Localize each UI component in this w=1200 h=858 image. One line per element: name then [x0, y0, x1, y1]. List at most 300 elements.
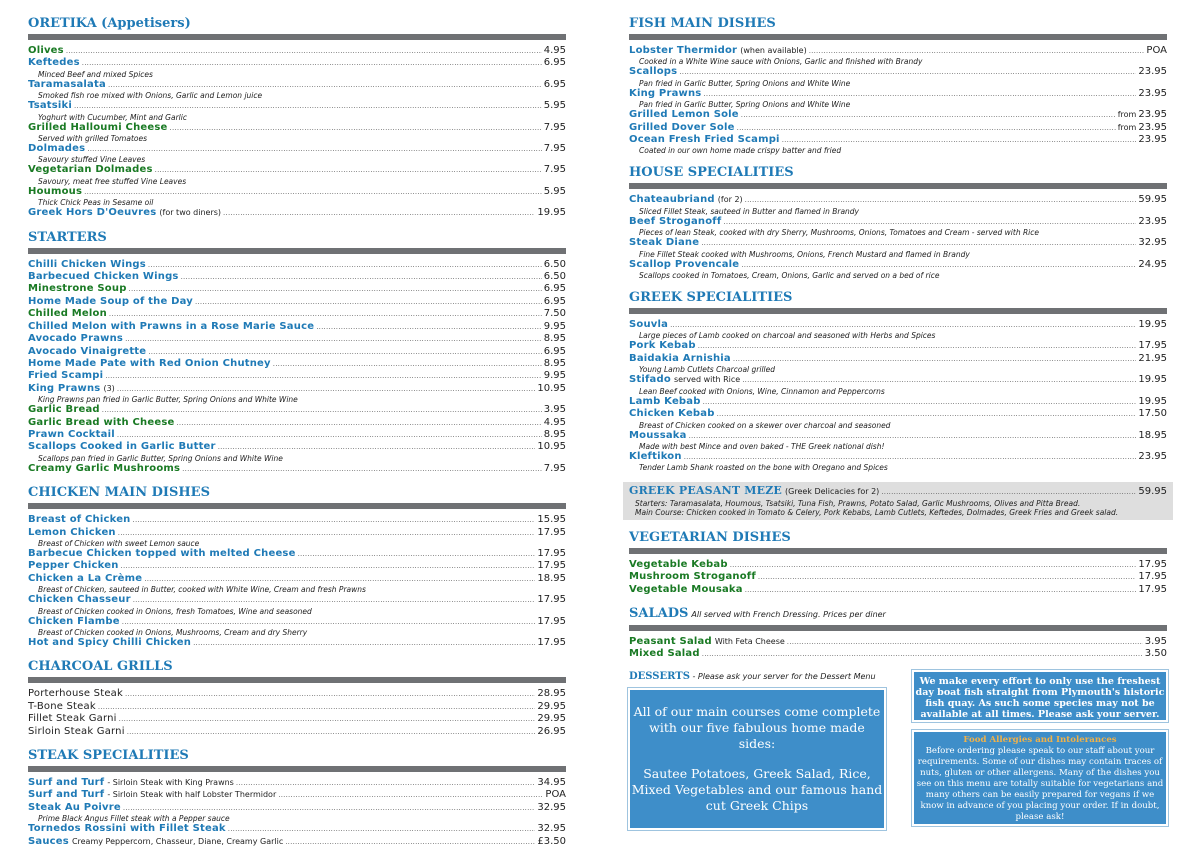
leader-dots	[66, 46, 542, 57]
menu-item	[629, 319, 1167, 331]
menu-item	[629, 340, 1167, 352]
item-price: 6.95	[543, 345, 566, 357]
menu-section	[28, 659, 566, 738]
menu-item	[28, 346, 566, 358]
item-name: Olives	[28, 45, 64, 56]
menu-item	[28, 57, 566, 69]
menu-item	[629, 571, 1167, 583]
left-column	[28, 16, 566, 858]
section-heading	[28, 748, 566, 764]
leader-dots	[129, 284, 542, 295]
section-title: GREEK SPECIALITIES	[629, 290, 793, 306]
leader-dots	[316, 322, 542, 333]
menu-item	[629, 374, 1167, 386]
menu-item	[28, 358, 566, 370]
leader-dots	[148, 260, 542, 271]
item-name: Grilled Lemon Sole	[629, 109, 739, 121]
item-price: 10.95	[537, 382, 566, 394]
menu-item	[28, 527, 566, 539]
item-price: POA	[1146, 45, 1167, 56]
item-price: 3.95	[543, 404, 566, 416]
item-price: 7.95	[543, 164, 566, 176]
leader-dots	[117, 430, 542, 441]
menu-item	[28, 823, 566, 835]
item-price: 17.95	[537, 615, 566, 627]
item-price: 3.50	[1144, 648, 1167, 660]
item-note: (for two diners)	[159, 208, 222, 218]
leader-dots	[723, 217, 1136, 228]
item-name: Kleftikon	[629, 450, 682, 462]
item-price: 3.95	[1144, 635, 1167, 647]
leader-dots	[298, 549, 536, 560]
item-name: Vegetable Kebab	[629, 558, 728, 570]
menu-item	[28, 514, 566, 526]
menu-item	[629, 636, 1167, 648]
item-note: served with Rice	[673, 375, 741, 385]
leader-dots	[193, 638, 535, 649]
item-price: 23.95	[1138, 87, 1167, 99]
leader-dots	[745, 585, 1137, 596]
item-note: - Sirloin Steak with half Lobster Thermidor	[107, 790, 277, 800]
item-note: (when available)	[740, 46, 807, 55]
section-divider	[28, 766, 566, 772]
item-note: (3)	[103, 383, 115, 393]
item-name: King Prawns	[28, 382, 101, 394]
allergy-info-box	[914, 732, 1166, 824]
item-price: 18.95	[537, 572, 566, 584]
leader-dots	[684, 452, 1137, 463]
item-price: 6.95	[543, 57, 566, 69]
item-price: 59.95	[1138, 194, 1167, 206]
allergy-text: Before ordering please speak to our staff about your requirements. Some of our dishes may contain traces of nuts, gluten or other allergens. Many of the dishes you see on this menu are totally suitable for vegetarians and many others can be easily prepared for vegans if we know in advance of you placing your order. If in doubt, please ask!	[916, 746, 1164, 822]
menu-item	[28, 296, 566, 308]
meze-main: Main Course: Chicken cooked in Tomato & Celery, Pork Kebabs, Lamb Cutlets, Keftedes, Dolmades, Greek Fries and Greek salad.	[635, 507, 1119, 517]
item-name: Pepper Chicken	[28, 560, 119, 572]
menu-item	[629, 109, 1167, 121]
item-price: 6.95	[543, 283, 566, 295]
section-title: STARTERS	[28, 229, 107, 245]
item-price: 23.95	[1138, 450, 1167, 462]
leader-dots	[679, 67, 1136, 78]
section-heading	[28, 230, 566, 246]
menu-item	[629, 584, 1167, 596]
section-title: STEAK SPECIALITIES	[28, 748, 189, 764]
section-note: All served with French Dressing. Prices per diner	[691, 609, 886, 619]
menu-section	[28, 485, 566, 649]
item-description: Pieces of lean Steak, cooked with dry Sherry, Mushrooms, Onions, Tomatoes and Cream - served with Rice	[639, 228, 1040, 238]
item-price: 26.95	[537, 725, 566, 737]
menu-item	[28, 370, 566, 382]
item-description: Breast of Chicken cooked on a skewer over charcoal and seasoned	[639, 420, 891, 430]
item-price: 17.95	[537, 547, 566, 559]
item-price: 4.95	[543, 416, 566, 428]
leader-dots	[108, 80, 542, 91]
item-name: Beef Stroganoff	[629, 215, 722, 227]
menu-item	[629, 194, 1167, 206]
menu-item	[28, 207, 566, 219]
leader-dots	[670, 320, 1136, 331]
item-price: 23.95	[1138, 121, 1167, 133]
item-price: 17.95	[1138, 558, 1167, 570]
section-divider	[28, 503, 566, 509]
item-price: 17.95	[1138, 571, 1167, 583]
section-divider	[629, 34, 1167, 40]
menu-item	[629, 259, 1167, 271]
item-name: Grilled Dover Sole	[629, 121, 735, 133]
leader-dots	[758, 572, 1136, 583]
item-name: Chicken Flambe	[28, 615, 120, 627]
item-price: 7.50	[543, 308, 566, 320]
item-description: Prime Black Angus Fillet steak with a Pepper sauce	[38, 814, 230, 824]
item-price: 17.95	[1138, 583, 1167, 595]
menu-item	[28, 321, 566, 333]
item-price: 19.95	[537, 207, 566, 219]
leader-dots	[176, 418, 541, 429]
item-price: 19.95	[1138, 374, 1167, 386]
item-price: 19.95	[1138, 319, 1167, 331]
leader-dots	[278, 790, 543, 801]
item-price: 5.95	[543, 100, 566, 112]
item-name: King Prawns	[629, 87, 702, 99]
leader-dots	[787, 637, 1143, 648]
item-name: Tsatsiki	[28, 100, 73, 112]
section-heading	[28, 485, 566, 501]
item-description: Large pieces of Lamb cooked on charcoal and seasoned with Herbs and Spices	[639, 331, 936, 341]
section-heading	[629, 16, 1167, 32]
item-name: Avocado Prawns	[28, 333, 124, 345]
item-name: Keftedes	[28, 57, 80, 69]
item-price: 9.95	[543, 320, 566, 332]
leader-dots	[98, 702, 536, 713]
item-name: Peasant Salad	[629, 635, 712, 647]
item-description: Coated in our own home made crispy batter and fried	[639, 146, 842, 156]
item-name: Fried Scampi	[28, 370, 104, 382]
item-name: Chicken Kebab	[629, 408, 715, 420]
item-price: 5.95	[543, 185, 566, 197]
leader-dots	[741, 110, 1116, 121]
item-description: King Prawns pan fried in Garlic Butter, Spring Onions and White Wine	[38, 395, 298, 405]
section-title: CHARCOAL GRILLS	[28, 659, 173, 675]
item-description: Tender Lamb Shank roasted on the bone with Oregano and Spices	[639, 463, 888, 473]
item-name: Houmous	[28, 185, 83, 197]
leader-dots	[125, 334, 542, 345]
leader-dots	[730, 560, 1137, 571]
menu-item	[629, 396, 1167, 408]
menu-item	[28, 463, 566, 475]
item-price: 17.95	[537, 526, 566, 538]
item-name: Stifado	[629, 374, 671, 386]
item-name: T-Bone Steak	[28, 700, 96, 712]
section-divider	[629, 625, 1167, 631]
leader-dots	[223, 208, 535, 219]
section-title: VEGETARIAN DISHES	[629, 529, 791, 545]
menu-item	[28, 308, 566, 320]
item-name: Lobster Thermidor	[629, 45, 738, 56]
leader-dots	[809, 46, 1145, 57]
item-description: Pan fried in Garlic Butter, Spring Onions and White Wine	[639, 78, 851, 88]
item-price: 32.95	[537, 801, 566, 813]
menu-item	[28, 573, 566, 585]
item-name: Hot and Spicy Chilli Chicken	[28, 637, 192, 648]
leader-dots	[109, 309, 542, 320]
leader-dots	[133, 595, 536, 606]
item-price: 28.95	[537, 688, 566, 700]
item-note: - Sirloin Steak with King Prawns	[107, 778, 234, 788]
item-description: Smoked fish roe mixed with Onions, Garlic and Lemon juice	[38, 91, 263, 101]
item-name: Mixed Salad	[629, 648, 700, 660]
item-price: 4.95	[543, 45, 566, 56]
menu-item	[629, 66, 1167, 78]
item-name: Lamb Kebab	[629, 395, 701, 407]
item-description: Breast of Chicken cooked in Onions, Mushrooms, Cream and dry Sherry	[38, 628, 308, 637]
menu-item	[28, 283, 566, 295]
item-description: Breast of Chicken cooked in Onions, fresh Tomatoes, Wine and seasoned	[38, 606, 312, 616]
section-heading	[629, 606, 1167, 623]
menu-item	[28, 637, 566, 649]
menu-section	[629, 530, 1167, 596]
item-name: Garlic Bread	[28, 404, 100, 416]
menu-item	[629, 451, 1167, 463]
menu-item	[28, 164, 566, 176]
item-name: Barbecue Chicken topped with melted Cheese	[28, 547, 296, 559]
item-name: Minestrone Soup	[28, 283, 127, 295]
leader-dots	[717, 409, 1137, 420]
item-price: 7.95	[543, 121, 566, 133]
section-divider	[28, 248, 566, 254]
leader-dots	[181, 272, 542, 283]
leader-dots	[155, 165, 542, 176]
menu-section	[629, 290, 1167, 472]
menu-item	[28, 45, 566, 57]
item-price: 6.50	[543, 258, 566, 270]
item-price: 32.95	[1138, 237, 1167, 249]
leader-dots	[123, 803, 536, 814]
item-price: 29.95	[537, 700, 566, 712]
leader-dots	[105, 371, 541, 382]
item-name: Lemon Chicken	[28, 526, 116, 538]
menu-item	[28, 79, 566, 91]
item-name: Chilled Melon with Prawns in a Rose Marie Sauce	[28, 320, 315, 332]
leader-dots	[74, 101, 542, 112]
menu-item	[629, 216, 1167, 228]
item-name: Vegetarian Dolmades	[28, 164, 153, 176]
section-divider	[28, 677, 566, 683]
leader-dots	[782, 135, 1137, 146]
leader-dots	[689, 431, 1137, 442]
section-title: SALADS	[629, 605, 689, 621]
item-name: Surf and Turf	[28, 789, 105, 801]
menu-section	[28, 16, 566, 220]
item-price: 21.95	[1138, 352, 1167, 364]
menu-item	[28, 688, 566, 700]
item-name: Pork Kebab	[629, 340, 696, 352]
leader-dots	[121, 561, 536, 572]
leader-dots	[703, 89, 1136, 100]
item-price: 29.95	[537, 713, 566, 725]
item-description: Breast of Chicken, sauteed in Butter, cooked with White Wine, Cream and fresh Prawns	[38, 585, 366, 595]
menu-item	[28, 404, 566, 416]
item-description: Savoury, meat free stuffed Vine Leaves	[38, 176, 187, 186]
item-name: Home Made Pate with Red Onion Chutney	[28, 357, 271, 369]
menu-item	[28, 594, 566, 606]
item-name: Steak Au Poivre	[28, 801, 121, 813]
leader-dots	[119, 714, 536, 725]
menu-section	[629, 16, 1167, 155]
menu-item	[28, 417, 566, 429]
item-name: Tornedos Rossini with Fillet Steak	[28, 823, 226, 835]
item-price: 32.95	[537, 823, 566, 835]
leader-dots	[102, 405, 542, 416]
menu-section	[28, 748, 566, 848]
item-name: Avocado Vinaigrette	[28, 345, 147, 357]
item-name: Barbecued Chicken Wings	[28, 271, 179, 283]
section-title: FISH MAIN DISHES	[629, 16, 776, 31]
leader-dots	[122, 617, 536, 628]
allergy-title: Food Allergies and Intolerances	[963, 735, 1117, 745]
leader-dots	[741, 260, 1136, 271]
item-price: 17.95	[1138, 340, 1167, 352]
item-name: Sauces	[28, 835, 69, 847]
item-name: Scallop Provencale	[629, 258, 740, 270]
item-name: Chicken Chasseur	[28, 594, 131, 606]
item-price: 7.95	[543, 143, 566, 155]
leader-dots	[703, 397, 1137, 408]
menu-item: GREEK PEASANT MEZE (Greek Delicacies for 2) . . . 59.95	[629, 485, 1167, 498]
item-price: 17.95	[537, 594, 566, 606]
price-prefix: from	[1117, 110, 1137, 120]
item-description: Lean Beef cooked with Onions, Wine, Cinnamon and Peppercorns	[639, 386, 885, 396]
menu-item	[28, 186, 566, 198]
menu-item	[28, 429, 566, 441]
item-name: Chilli Chicken Wings	[28, 258, 146, 270]
menu-item	[28, 789, 566, 801]
item-description: Cooked in a White Wine sauce with Onions, Garlic and finished with Brandy	[639, 57, 923, 67]
item-price: 8.95	[543, 357, 566, 369]
item-price: 34.95	[537, 777, 566, 789]
leader-dots	[698, 341, 1137, 352]
item-name: Greek Hors D'Oeuvres	[28, 207, 157, 219]
section-heading	[28, 659, 566, 675]
leader-dots	[170, 123, 542, 134]
section-heading	[629, 165, 1167, 181]
item-description: Fine Fillet Steak cooked with Mushrooms, Onions, French Mustard and flamed in Brandy	[639, 249, 970, 259]
item-name: Home Made Soup of the Day	[28, 295, 193, 307]
meze-panel	[623, 482, 1173, 519]
leader-dots	[733, 354, 1136, 365]
menu-item	[28, 441, 566, 453]
item-note: Creamy Peppercorn, Chasseur, Diane, Creamy Garlic	[71, 836, 284, 846]
menu-item	[28, 100, 566, 112]
leader-dots	[737, 123, 1116, 134]
item-price: 7.95	[543, 462, 566, 474]
leader-dots	[285, 837, 535, 848]
menu-item	[629, 648, 1167, 660]
item-name: Chilled Melon	[28, 308, 107, 320]
item-name: Scallops	[629, 66, 678, 78]
section-title: ORETIKA (Appetisers)	[28, 16, 191, 31]
section-title: CHICKEN MAIN DISHES	[28, 485, 210, 501]
item-name: Chateaubriand	[629, 194, 715, 206]
leader-dots	[701, 238, 1136, 249]
menu-item	[629, 45, 1167, 57]
menu-item	[28, 333, 566, 345]
leader-dots	[742, 375, 1136, 386]
item-name: Fillet Steak Garni	[28, 713, 117, 725]
leader-dots	[133, 515, 536, 526]
item-description: Scallops pan fried in Garlic Butter, Spring Onions and White Wine	[38, 453, 283, 463]
leader-dots	[273, 359, 542, 370]
item-description: Savoury stuffed Vine Leaves	[38, 155, 146, 165]
item-name: Creamy Garlic Mushrooms	[28, 462, 181, 474]
menu-item	[28, 616, 566, 628]
item-name: Sirloin Steak Garni	[28, 725, 125, 737]
menu-section	[629, 606, 1167, 661]
menu-item	[629, 430, 1167, 442]
leader-dots	[127, 727, 536, 738]
menu-item	[28, 560, 566, 572]
item-name: Dolmades	[28, 143, 86, 155]
item-name: Chicken a La Crème	[28, 572, 143, 584]
item-name: Moussaka	[629, 429, 687, 441]
menu-item	[629, 559, 1167, 571]
item-price: 18.95	[1138, 429, 1167, 441]
item-price: 24.95	[1138, 258, 1167, 270]
leader-dots	[118, 528, 536, 539]
item-name: Ocean Fresh Fried Scampi	[629, 134, 780, 146]
item-price: 8.95	[543, 428, 566, 440]
item-name: Souvla	[629, 319, 669, 331]
item-price: 10.95	[537, 441, 566, 453]
item-description: Yoghurt with Cucumber, Mint and Garlic	[38, 112, 187, 122]
menu-item	[28, 802, 566, 814]
leader-dots	[84, 187, 542, 198]
leader-dots	[148, 347, 541, 358]
item-price: 8.95	[543, 333, 566, 345]
item-note: With Feta Cheese	[714, 636, 785, 646]
leader-dots	[144, 574, 535, 585]
menu-item	[28, 701, 566, 713]
menu-item	[28, 143, 566, 155]
item-name: Breast of Chicken	[28, 514, 131, 526]
item-price: 9.95	[543, 370, 566, 382]
item-price: 23.95	[1138, 109, 1167, 121]
item-name: Taramasalata	[28, 78, 106, 90]
section-divider	[28, 34, 566, 40]
menu-item	[28, 777, 566, 789]
item-price: 6.95	[543, 78, 566, 90]
item-name: Steak Diane	[629, 237, 700, 249]
menu-item	[28, 836, 566, 848]
item-price: £3.50	[537, 835, 566, 847]
item-description: Minced Beef and mixed Spices	[38, 69, 153, 79]
section-divider	[629, 183, 1167, 189]
menu-section	[629, 165, 1167, 280]
menu-item	[28, 383, 566, 395]
section-divider	[629, 548, 1167, 554]
item-price: POA	[545, 789, 566, 801]
menu-item	[629, 408, 1167, 420]
item-price: 23.95	[1138, 134, 1167, 146]
leader-dots	[82, 58, 542, 69]
menu-item	[629, 122, 1167, 134]
right-column	[629, 16, 1167, 686]
leader-dots	[228, 824, 536, 835]
item-name: Baidakia Arnishia	[629, 352, 731, 364]
item-description: Scallops cooked in Tomatoes, Cream, Onions, Garlic and served on a bed of rice	[639, 271, 940, 281]
menu-item	[28, 259, 566, 271]
menu-item	[629, 237, 1167, 249]
menu-item	[629, 88, 1167, 100]
